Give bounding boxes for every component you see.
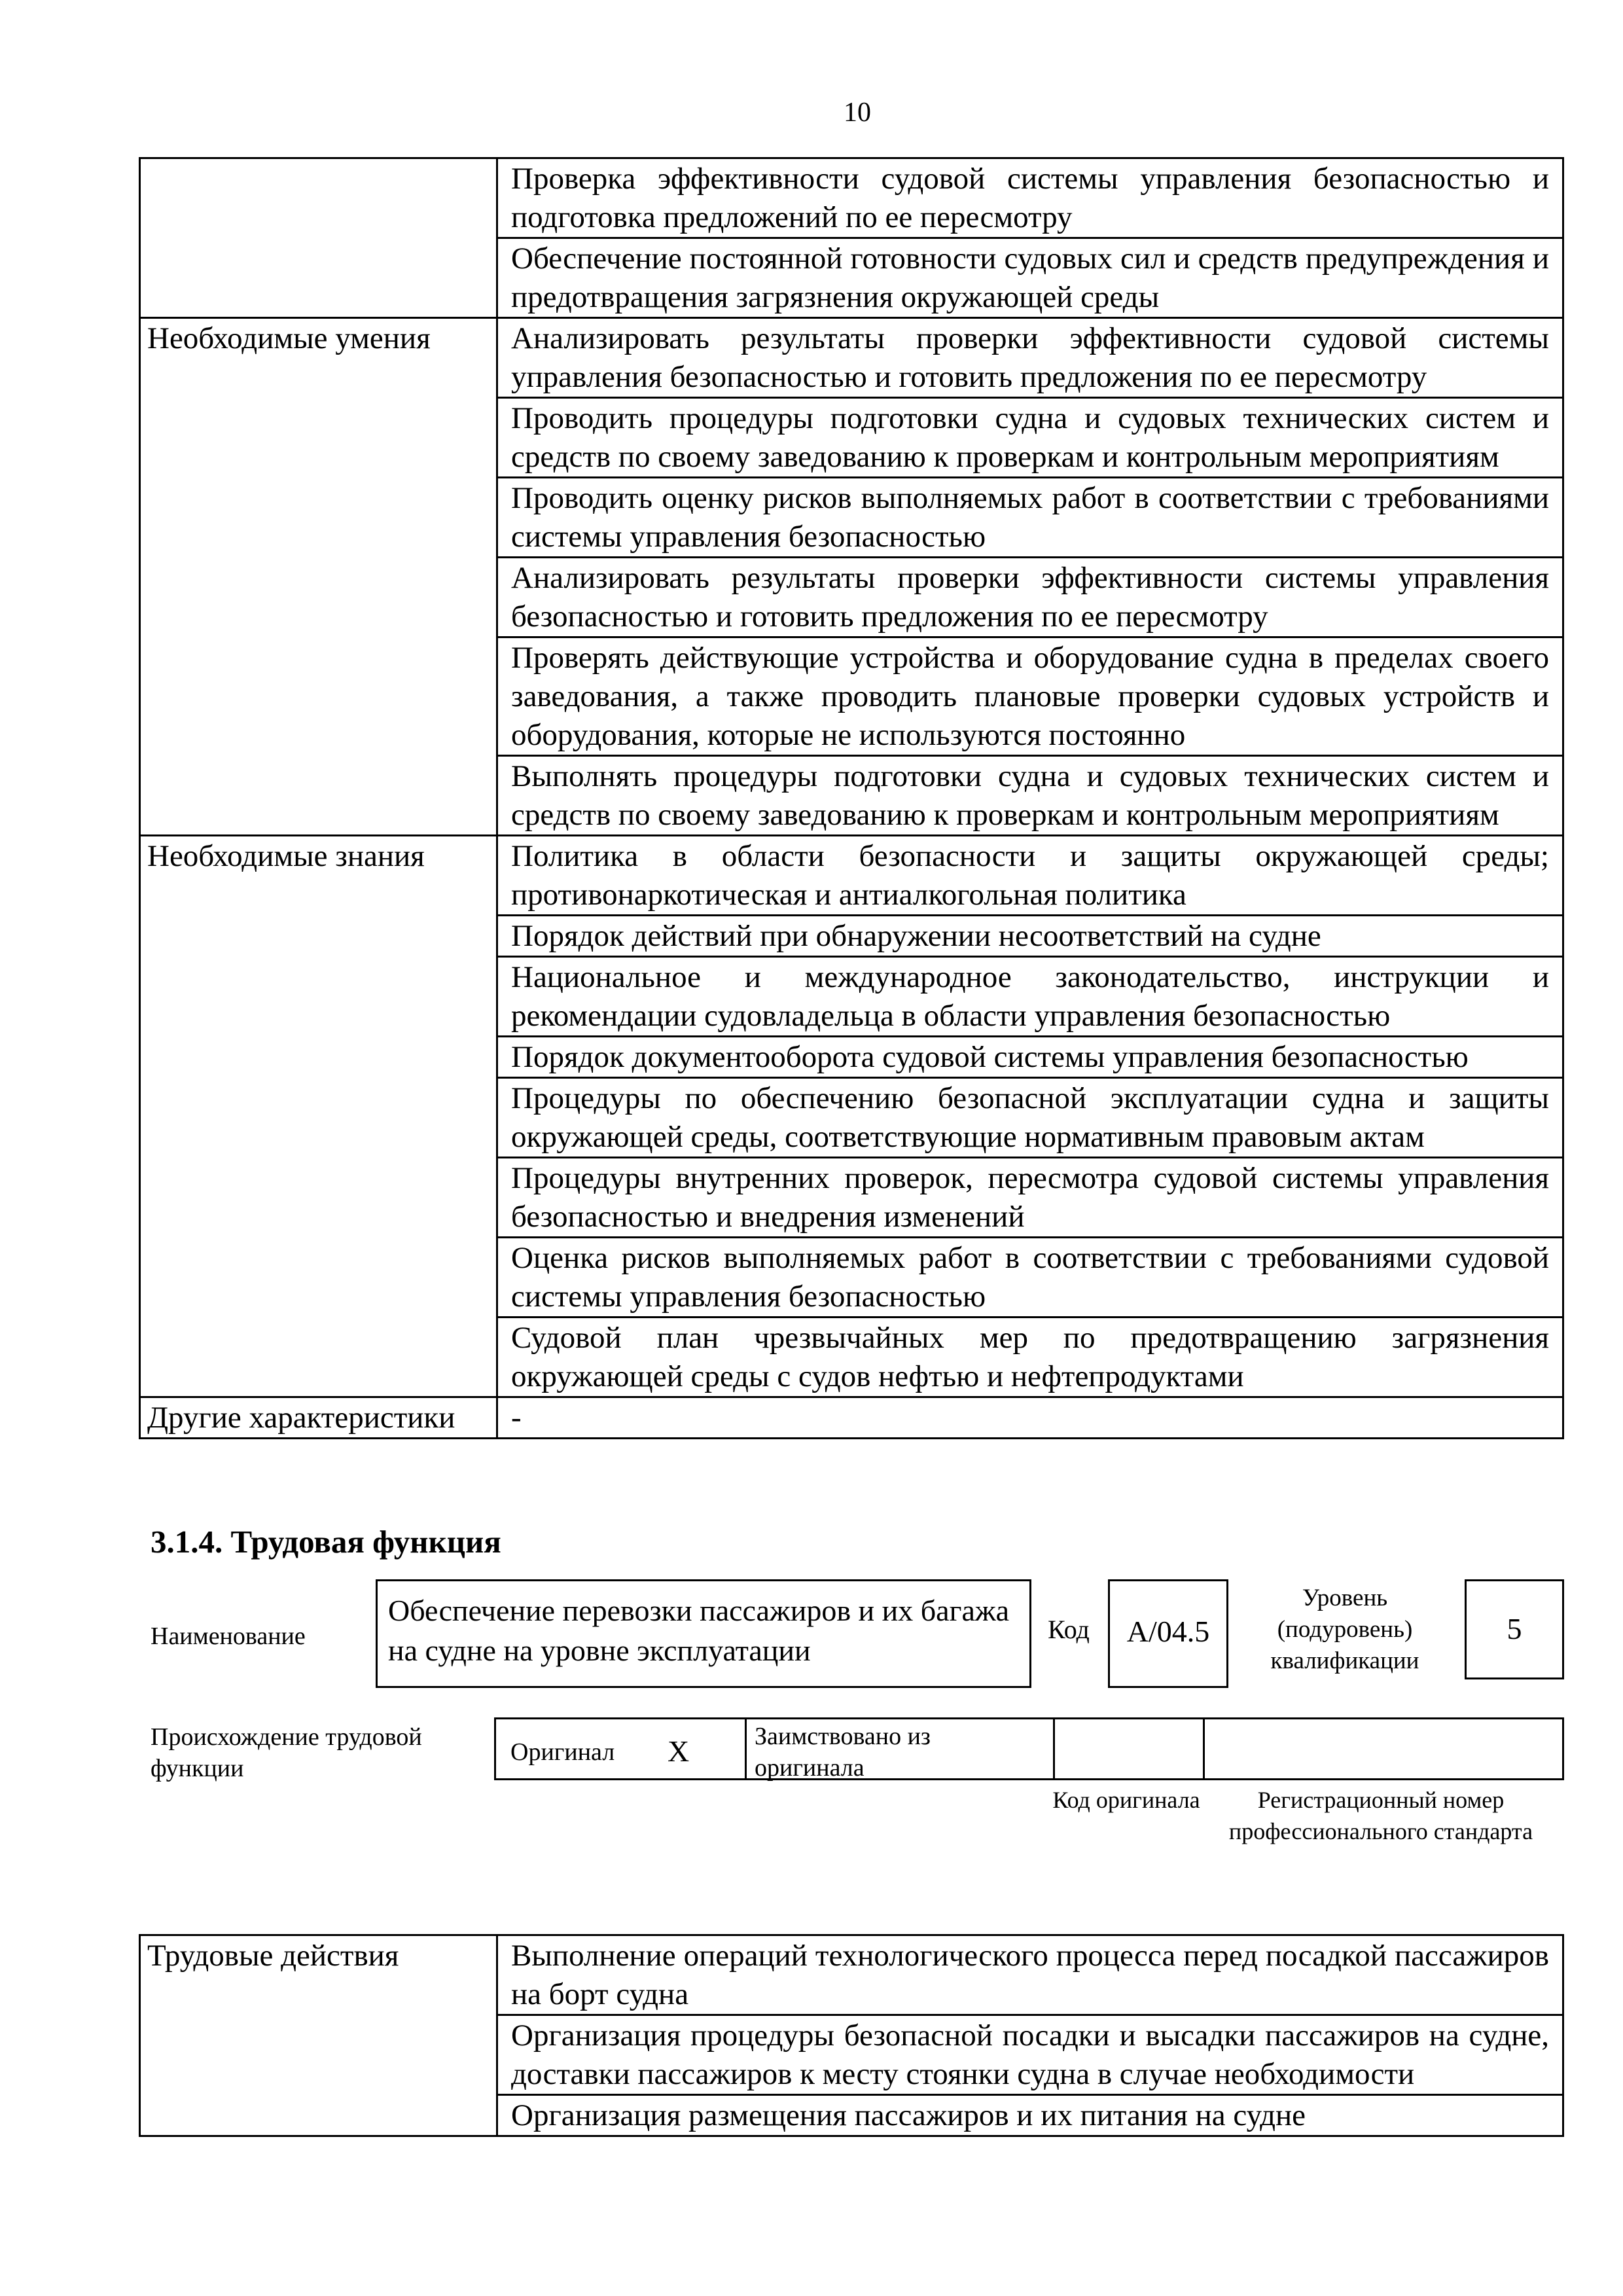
function-name: Обеспечение перевозки пассажиров и их багажа на судне на уровне эксплуатации: [388, 1594, 1010, 1667]
original-mark: Х: [668, 1734, 690, 1768]
table-row: [140, 1397, 1563, 1439]
table-row: [140, 836, 1563, 916]
table-row: [140, 1935, 1563, 2015]
borrowed-label: Заимствовано из оригинала: [755, 1723, 931, 1782]
table-cell: Судовой план чрезвычайных мер по предотвращению загрязнения окружающей среды с судов нефтью и нефтепродуктами: [497, 1318, 1563, 1397]
table-cell: -: [497, 1397, 1563, 1439]
table-cell: Выполнение операций технологического процесса перед посадкой пассажиров на борт судна: [497, 1935, 1563, 2015]
table-cell: Организация процедуры безопасной посадки и высадки пассажиров на судне, доставки пассажиров к месту стоянки судна в случае необходимости: [497, 2015, 1563, 2095]
reg-number-caption: Регистрационный номер профессионального стандарта: [1228, 1787, 1533, 1844]
row-group-label: Необходимые умения: [140, 318, 497, 836]
origin-original-cell: [496, 1719, 747, 1778]
page-number: 10: [844, 98, 871, 128]
table-cell: Порядок действий при обнаружении несоответствий на судне: [497, 916, 1563, 957]
function-code-box: [1108, 1579, 1228, 1688]
table-cell: Национальное и международное законодательство, инструкции и рекомендации судовладельца в области управления безопасностью: [497, 957, 1563, 1037]
function-code: А/04.5: [1126, 1615, 1210, 1648]
origin-table: [494, 1717, 1564, 1780]
table-cell: Оценка рисков выполняемых работ в соответствии с требованиями судовой системы управления безопасностью: [497, 1238, 1563, 1318]
origin-divider: [1203, 1719, 1205, 1778]
table-cell: Процедуры внутренних проверок, пересмотра судовой системы управления безопасностью и внедрения изменений: [497, 1158, 1563, 1238]
table-cell: Обеспечение постоянной готовности судовых сил и средств предупреждения и предотвращения загрязнения окружающей среды: [497, 238, 1563, 318]
table-cell: Порядок документооборота судовой системы управления безопасностью: [497, 1037, 1563, 1078]
origin-label: Происхождение трудовой функции: [151, 1723, 422, 1782]
table-cell: Проверять действующие устройства и оборудование судна в пределах своего заведования, а также проводить плановые проверки судовых устройств и оборудования, которые не используются постоянно: [497, 637, 1563, 756]
level-value: 5: [1507, 1612, 1522, 1645]
row-group-label: Другие характеристики: [140, 1397, 497, 1439]
origin-code-caption: Код оригинала: [1052, 1787, 1200, 1813]
table-row: [140, 318, 1563, 398]
row-group-label: [140, 158, 497, 318]
row-group-label: Необходимые знания: [140, 836, 497, 1397]
section-heading: 3.1.4. Трудовая функция: [151, 1524, 501, 1560]
table-cell: Анализировать результаты проверки эффективности системы управления безопасностью и готовить предложения по ее пересмотру: [497, 558, 1563, 637]
function-name-box: [376, 1579, 1031, 1688]
level-value-box: [1465, 1579, 1564, 1679]
table-row: [140, 158, 1563, 238]
original-label: Оригинал: [510, 1738, 615, 1766]
table-cell: Политика в области безопасности и защиты окружающей среды; противонаркотическая и антиалкогольная политика: [497, 836, 1563, 916]
name-label: Наименование: [151, 1623, 306, 1650]
code-label: Код: [1048, 1615, 1090, 1644]
table-cell: Проводить процедуры подготовки судна и судовых технических систем и средств по своему заведованию к проверкам и контрольным мероприятиям: [497, 398, 1563, 478]
upper-requirements-table: [139, 157, 1564, 1439]
table-cell: Выполнять процедуры подготовки судна и судовых технических систем и средств по своему заведованию к проверкам и контрольным мероприятиям: [497, 756, 1563, 836]
table-cell: Анализировать результаты проверки эффективности судовой системы управления безопасностью и готовить предложения по ее пересмотру: [497, 318, 1563, 398]
table-cell: Проводить оценку рисков выполняемых работ в соответствии с требованиями системы управления безопасностью: [497, 478, 1563, 558]
table-cell: Организация размещения пассажиров и их питания на судне: [497, 2095, 1563, 2136]
row-group-label: Трудовые действия: [140, 1935, 497, 2136]
labour-actions-table: [139, 1934, 1564, 2137]
origin-divider: [1053, 1719, 1055, 1778]
table-cell: Проверка эффективности судовой системы управления безопасностью и подготовка предложений по ее пересмотру: [497, 158, 1563, 238]
level-label: Уровень (подуровень) квалификации: [1270, 1585, 1419, 1674]
table-cell: Процедуры по обеспечению безопасной эксплуатации судна и защиты окружающей среды, соответствующие нормативным правовым актам: [497, 1078, 1563, 1158]
